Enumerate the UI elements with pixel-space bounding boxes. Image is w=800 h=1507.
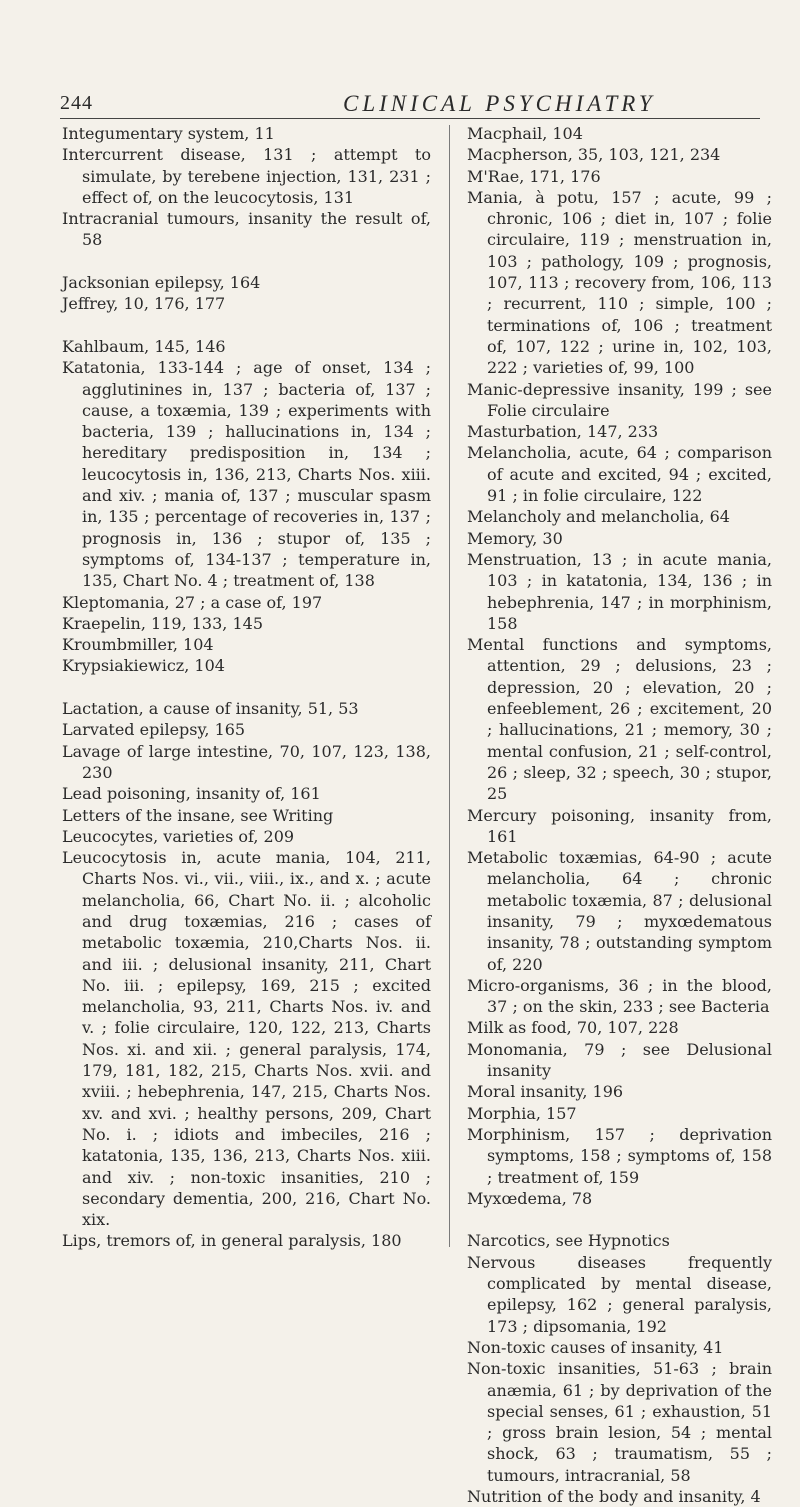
index-entry: Kroumbmiller, 104 [62, 635, 214, 655]
index-entry: Menstruation, 13 ; in acute mania, 103 ; in katatonia, 134, 136 ; in hebephrenia, 147 ; in morphinism, 158 [467, 549, 772, 633]
index-entry: Katatonia, 133-144 ; age of onset, 134 ; agglutinines in, 137 ; bacteria of, 137 ; cause, a toxæmia, 139 ; experiments with bacteria, 139 ; hallucinations in, 134 ; hereditary predisposition in, 134 ; leucocytosis in, 136, 213, Charts Nos. xiii. and xiv. ; mania of, 137 ; muscular spasm in, 135 ; percentage of recoveries in, 137 ; prognosis in, 136 ; stupor of, 135 ; symptoms of, 134-137 ; temperature in, 135, Chart No. 4 ; treatment of, 138 [62, 358, 431, 591]
section-gap [467, 1209, 772, 1230]
section-gap [62, 315, 431, 336]
index-entry: Monomania, 79 ; see Delusional insanity [467, 1039, 772, 1081]
index-entry: Moral insanity, 196 [467, 1082, 624, 1102]
index-entry: Letters of the insane, see Writing [62, 805, 334, 825]
index-entry: Leucocytes, varieties of, 209 [62, 826, 295, 846]
index-entry: Narcotics, see Hypnotics [467, 1231, 670, 1251]
index-entry: Integumentary system, 11 [62, 124, 275, 143]
index-entry: Micro-organisms, 36 ; in the blood, 37 ; on the skin, 233 ; see Bacteria [467, 975, 772, 1017]
index-entry: Macphail, 104 [467, 124, 583, 143]
index-entry: M'Rae, 171, 176 [467, 166, 601, 186]
page-number: 244 [60, 92, 93, 114]
index-entry: Leucocytosis in, acute mania, 104, 211, Charts Nos. vi., vii., viii., ix., and x. ; acute melancholia, 66, Chart No. ii. ; alcoholic and drug toxæmias, 216 ; cases of metabolic toxæmia, 210,Charts Nos. ii. and iii. ; delusional insanity, 211, Chart No. iii. ; epilepsy, 169, 215 ; excited melancholia, 93, 211, Charts Nos. iv. and v. ; folie circulaire, 120, 122, 213, Charts Nos. xi. and xii. ; general paralysis, 174, 179, 181, 182, 215, Charts Nos. xvii. and xviii. ; hebephrenia, 147, 215, Charts Nos. xv. and xvi. ; healthy persons, 209, Chart No. i. ; idiots and imbeciles, 216 ; katatonia, 135, 136, 213, Charts Nos. xiii. and xiv. ; non-toxic insanities, 210 ; secondary dementia, 200, 216, Chart No. xix. [62, 848, 431, 1230]
index-entry: Mania, à potu, 157 ; acute, 99 ; chronic, 106 ; diet in, 107 ; folie circulaire, 119 ; menstruation in, 103 ; pathology, 109 ; prognosis, 107, 113 ; recovery from, 106, 113 ; recurrent, 110 ; simple, 100 ; terminations of, 106 ; treatment of, 107, 122 ; urine in, 102, 103, 222 ; varieties of, 99, 100 [467, 187, 772, 378]
index-entry: Jeffrey, 10, 176, 177 [62, 294, 226, 314]
index-entry: Jacksonian epilepsy, 164 [62, 273, 261, 293]
index-entry: Intercurrent disease, 131 ; attempt to simulate, by terebene injection, 131, 231 ; effect of, on the leucocytosis, 131 [62, 145, 431, 207]
index-entry: Lactation, a cause of insanity, 51, 53 [62, 699, 359, 719]
index-entry: Morphinism, 157 ; deprivation symptoms, 158 ; symptoms of, 158 ; treatment of, 159 [467, 1124, 772, 1187]
index-entry: Mercury poisoning, insanity from, 161 [467, 805, 772, 846]
index-entry: Macpherson, 35, 103, 121, 234 [467, 145, 721, 165]
index-entry: Memory, 30 [467, 528, 563, 548]
index-column-left [62, 123, 431, 1252]
index-entry: Lead poisoning, insanity of, 161 [62, 784, 321, 804]
index-entry: Melancholy and melancholia, 64 [467, 507, 730, 527]
index-entry: Non-toxic insanities, 51-63 ; brain anæmia, 61 ; by deprivation of the special senses, 61 ; exhaustion, 51 ; gross brain lesion, 54 ; mental shock, 63 ; traumatism, 55 ; tumours, intracranial, 58 [467, 1359, 772, 1485]
index-entry: Larvated epilepsy, 165 [62, 720, 246, 740]
index-column-right [467, 123, 772, 1507]
index-entry: Kleptomania, 27 ; a case of, 197 [62, 592, 323, 612]
index-entry: Kahlbaum, 145, 146 [62, 336, 226, 356]
index-entry: Manic-depressive insanity, 199 ; see Folie circulaire [467, 379, 772, 420]
index-entry: Metabolic toxæmias, 64-90 ; acute melancholia, 64 ; chronic metabolic toxæmia, 87 ; delusional insanity, 79 ; myxœdematous insanity, 78 ; outstanding symptom of, 220 [467, 848, 772, 974]
index-entry: Nutrition of the body and insanity, 4 [467, 1487, 761, 1506]
index-entry: Intracranial tumours, insanity the result of, 58 [62, 209, 431, 250]
index-entry: Morphia, 157 [467, 1103, 577, 1123]
index-entry: Lavage of large intestine, 70, 107, 123, 138, 230 [62, 741, 431, 782]
index-entry: Melancholia, acute, 64 ; comparison of acute and excited, 94 ; excited, 91 ; in folie circulaire, 122 [467, 443, 772, 506]
index-entry: Masturbation, 147, 233 [467, 422, 659, 442]
index-entry: Myxœdema, 78 [467, 1188, 593, 1208]
index-entry: Nervous diseases frequently complicated by mental disease, epilepsy, 162 ; general paralysis, 173 ; dipsomania, 192 [467, 1252, 772, 1336]
index-entry: Kraepelin, 119, 133, 145 [62, 613, 263, 633]
running-title: CLINICAL PSYCHIATRY [343, 91, 656, 116]
index-entry: Milk as food, 70, 107, 228 [467, 1018, 679, 1038]
section-gap [62, 251, 431, 272]
section-gap [62, 677, 431, 698]
index-entry: Mental functions and symptoms, attention, 29 ; delusions, 23 ; depression, 20 ; elevation, 20 ; enfeeblement, 26 ; excitement, 20 ; hallucinations, 21 ; memory, 30 ; mental confusion, 21 ; self-control, 26 ; sleep, 32 ; speech, 30 ; stupor, 25 [467, 635, 772, 804]
index-entry: Non-toxic causes of insanity, 41 [467, 1337, 724, 1357]
column-divider [449, 125, 450, 1247]
index-entry: Krypsiakiewicz, 104 [62, 656, 225, 676]
page-header [60, 92, 760, 119]
index-entry: Lips, tremors of, in general paralysis, 180 [62, 1231, 402, 1251]
